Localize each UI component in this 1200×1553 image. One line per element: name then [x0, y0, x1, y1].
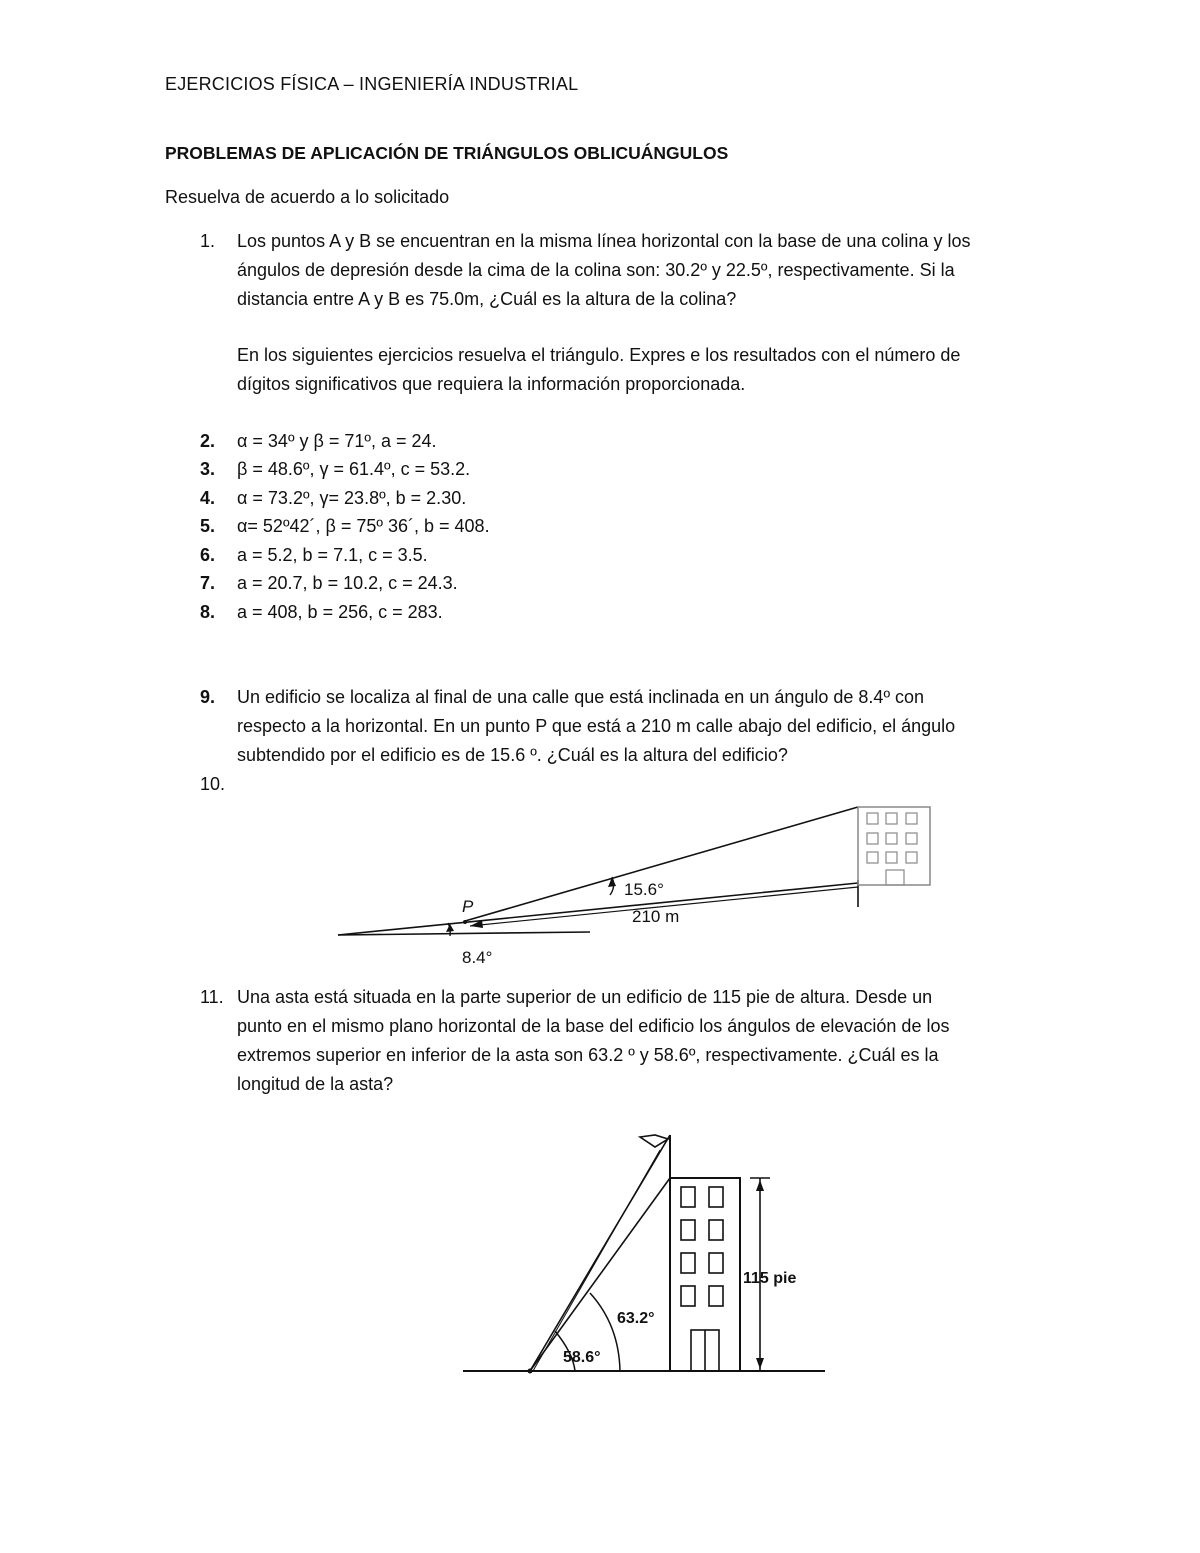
- figure-inclined-street: [320, 795, 940, 970]
- problem-number: 8.: [200, 602, 216, 622]
- problem-text: a = 5.2, b = 7.1, c = 3.5.: [237, 545, 428, 565]
- point-p-marker: [463, 920, 467, 924]
- building-windows: [867, 813, 917, 885]
- problem-11-line: longitud de la asta?: [237, 1074, 394, 1094]
- problem-text: α = 73.2º, γ= 23.8º, b = 2.30.: [237, 488, 467, 508]
- problem-11-text: [237, 983, 1057, 1099]
- sight-line-shade: [533, 1150, 660, 1371]
- problem-number: 3.: [200, 459, 216, 479]
- point-p-label: P: [462, 897, 474, 916]
- problem-11-line: punto en el mismo plano horizontal de la base del edificio los ángulos de elevación de los: [237, 1016, 950, 1036]
- problem-text: β = 48.6º, γ = 61.4º, c = 53.2.: [237, 459, 471, 479]
- problem-11-number: 11.: [200, 987, 224, 1007]
- note-line: En los siguientes ejercicios resuelva el triángulo. Expres e los resultados con el número de: [237, 345, 961, 365]
- upper-angle-label: 63.2°: [617, 1310, 655, 1327]
- angle-arrow-small: [446, 924, 454, 932]
- instruction-note: [237, 341, 1057, 399]
- problem-1-number: 1.: [200, 231, 216, 251]
- problem-11-line: Una asta está situada en la parte superior de un edificio de 115 pie de altura. Desde un: [237, 987, 933, 1007]
- figure-flagpole-building: [455, 1125, 835, 1380]
- problem-number: 7.: [200, 573, 216, 593]
- height-arrow-bottom: [756, 1358, 764, 1369]
- angle-subtended-label: 15.6°: [624, 880, 664, 899]
- slope-angle-label: 8.4°: [462, 948, 493, 967]
- street-line: [338, 883, 858, 935]
- problem-10-number: 10.: [200, 774, 226, 794]
- problem-1-text: [237, 227, 1057, 314]
- problem-9-line: Un edificio se localiza al final de una calle que está inclinada en un ángulo de 8.4º con: [237, 687, 925, 707]
- sight-line-top: [530, 1135, 670, 1371]
- horizontal-line: [338, 932, 590, 935]
- building-windows: [681, 1187, 723, 1371]
- problem-number: 6.: [200, 545, 216, 565]
- problem-1-line: Los puntos A y B se encuentran en la misma línea horizontal con la base de una colina y los: [237, 231, 971, 251]
- problem-number: 5.: [200, 516, 216, 536]
- problem-text: a = 408, b = 256, c = 283.: [237, 602, 443, 622]
- problem-text: a = 20.7, b = 10.2, c = 24.3.: [237, 573, 458, 593]
- height-label: 115 pie: [743, 1270, 797, 1287]
- problem-11-line: extremos superior en inferior de la asta son 63.2 º y 58.6º, respectivamente. ¿Cuál es la: [237, 1045, 939, 1065]
- lower-angle-label: 58.6°: [563, 1349, 601, 1366]
- problem-text: α = 34º y β = 71º, a = 24.: [237, 431, 437, 451]
- document-header: EJERCICIOS FÍSICA – INGENIERÍA INDUSTRIAL: [165, 74, 579, 94]
- problem-9-number: 9.: [200, 687, 216, 707]
- note-line: dígitos significativos que requiera la información proporcionada.: [237, 374, 746, 394]
- problem-number: 4.: [200, 488, 216, 508]
- problem-9-text: [237, 683, 1057, 770]
- distance-label: 210 m: [632, 907, 680, 926]
- observer-point: [528, 1369, 533, 1374]
- problem-number: 2.: [200, 431, 216, 451]
- sight-line-bottom: [530, 1178, 670, 1371]
- problem-text: α= 52º42´, β = 75º 36´, b = 408.: [237, 516, 490, 536]
- height-arrow-top: [756, 1180, 764, 1191]
- problem-9-line: respecto a la horizontal. En un punto P que está a 210 m calle abajo del edificio, el ángulo: [237, 716, 956, 736]
- section-title: PROBLEMAS DE APLICACIÓN DE TRIÁNGULOS OBLICUÁNGULOS: [165, 143, 729, 163]
- problem-1-line: ángulos de depresión desde la cima de la colina son: 30.2º y 22.5º, respectivamente. Si la: [237, 260, 955, 280]
- sight-line: [465, 807, 858, 921]
- instruction: Resuelva de acuerdo a lo solicitado: [165, 187, 450, 207]
- problem-1-line: distancia entre A y B es 75.0m, ¿Cuál es la altura de la colina?: [237, 289, 737, 309]
- building: [858, 807, 930, 885]
- problem-9-line: subtendido por el edificio es de 15.6 º. ¿Cuál es la altura del edificio?: [237, 745, 788, 765]
